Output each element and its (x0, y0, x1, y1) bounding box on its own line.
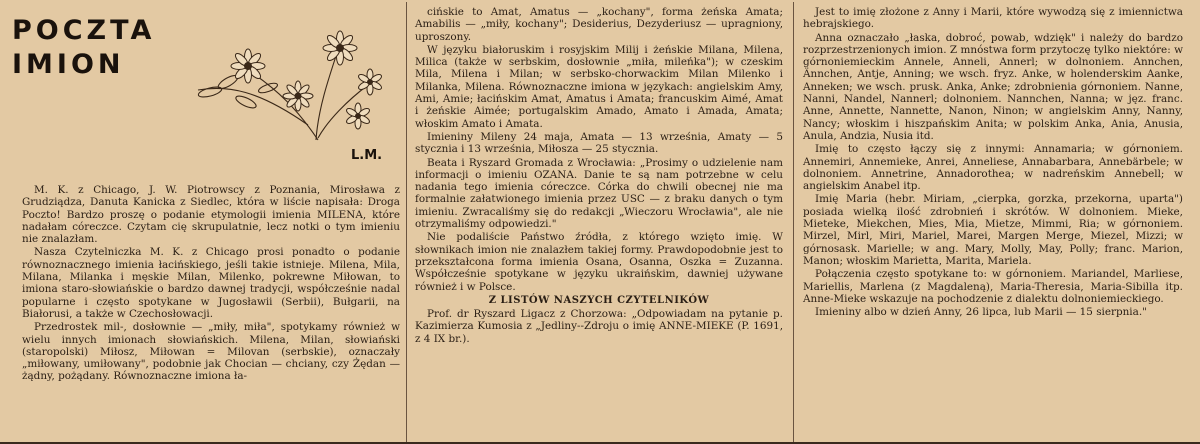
paragraph: W języku białoruskim i rosyjskim Milij i żeńskie Milana, Milena, Milica (także w serbskim, dosłownie „miła, mileńka"); w czeskim Mila, Milena i Milan; w serbsko-chorwackim Milan Milenko i Milanka, Milena. Równoznaczne imiona w językach: angielskim Amy, Ami, Amie; łacińskim Amat, Amatus i Amata; francuskim Aimé, Amat i żeńskie Aimée; portugalskim Amado, Amato i Amada, Amata; włoskim Amato i Amata. (415, 43, 783, 130)
paragraph: cińskie to Amat, Amatus — „kochany", forma żeńska Amata; Amabilis — „miły, kochany"; Desiderius, Dezyderiusz — upragniony, uproszony. (415, 6, 783, 43)
column-divider (406, 2, 407, 444)
paragraph: Połączenia często spotykane to: w górnoniem. Mariandel, Marliese, Mariellis, Marlena (z Magdaleną), Maria-Theresia, Maria-Sibilla itp. Anne-Mieke wskazuje na pochodzenie z dialektu dolnoniemieckiego. (803, 268, 1183, 305)
paragraph: M. K. z Chicago, J. W. Piotrowscy z Poznania, Mirosława z Grudziądza, Danuta Kanicka z Siedlec, która w liście napisała: Droga Poczto! Bardzo proszę o podanie etymologii imienia MILENA, które nadałam córeczce. Czytam cię skrupulatnie, lecz notki o tym imieniu nie znalazłam. (22, 184, 400, 246)
column-2 (415, 6, 783, 345)
paragraph: Nasza Czytelniczka M. K. z Chicago prosi ponadto o podanie równoznacznego imienia łacińskiego, jeśli takie istnieje. Milena, Mila, Milana, Milanka i męskie Milan, Milenko, pokrewne Miłowan, to imiona staro-słowiańskie o bardzo dawnej tradycji, współcześnie nadal popularne i często spotykane w Jugosławii (Serbii), Bułgarii, na Białorusi, a także w Czechosłowacji. (22, 246, 400, 320)
paragraph: Imieniny albo w dzień Anny, 26 lipca, lub Marii — 15 sierpnia." (815, 306, 1147, 319)
paragraph: Prof. dr Ryszard Ligacz z Chorzowa: „Odpowiadam na pytanie p. Kazimierza Kumosia z „Jedliny--Zdroju o imię ANNE-MIEKE (P. 1691, z 4 IX br.). (415, 308, 783, 345)
author-initials: L.M. (351, 148, 383, 163)
column-title (12, 14, 155, 82)
flower-illustration (188, 30, 388, 155)
column-1 (22, 184, 400, 383)
column-3 (803, 6, 1183, 318)
paragraph: Imię to często łączy się z innymi: Annamaria; w górnoniem. Annemiri, Annemieke, Anrei, Anneliese, Annabarbara, Annebärbele; w dolnoniem. Annetrine, Annadorothea; w nadreńskim Annebell; w angielskim Anabel itp. (803, 143, 1183, 193)
section-subheading: Z LISTÓW NASZYCH CZYTELNIKÓW (488, 294, 710, 306)
paragraph: Nie podaliście Państwo źródła, z którego wzięto imię. W słownikach imion nie znalazłem takiej formy. Prawdopodobnie jest to przekształcona forma imienia Osana, Osanna, Oszka = Zuzanna. Współcześnie spotykane w języku ukraińskim, dawniej używane również i w Polsce. (415, 231, 783, 293)
paragraph: Beata i Ryszard Gromada z Wrocławia: „Prosimy o udzielenie nam informacji o imieniu OZANA. Danie te są nam potrzebne w celu nadania tego imienia córeczce. Córka do chwili obecnej nie ma formalnie załatwionego imienia przez USC — z braku danych o tym imieniu. Zwracaliśmy się do redakcji „Wieczoru Wrocławia", ale nie otrzymaliśmy odpowiedzi." (415, 156, 783, 231)
title-line-2: IMION (12, 49, 125, 80)
paragraph: Anna oznaczało „łaska, dobroć, powab, wdzięk" i należy do bardzo rozprzestrzenionych imion. Z mnóstwa form przytoczę tylko niektóre: w górnoniemieckim Annele, Anneli, Annerl; w dolnoniem. Annchen, Ännchen, Antje, Anning; we wsch. fryz. Anke, w holenderskim Aanke, Anneken; we wsch. prusk. Anka, Anke; zdrobnienia górnoniem. Nanne, Nanni, Nandel, Nannerl; dolnoniem. Nannchen, Nanna; w jęz. franc. Anne, Annette, Nannette, Nanon, Ninon; w angielskim Anny, Nanny, Nancy; włoskim i hiszpańskim Anita; w polskim Anka, Ania, Anusia, Anula, Andzia, Nusia itd. (803, 31, 1183, 142)
title-line-1: POCZTA (12, 15, 156, 46)
paragraph: Jest to imię złożone z Anny i Marii, które wywodzą się z imiennictwa hebrajskiego. (803, 6, 1183, 31)
paragraph: Przedrostek mil-, dosłownie — „miły, miła", spotykamy również w wielu innych imionach słowiańskich. Milena, Milan, słowiański (staropolski) Miłosz, Miłowan = Milovan (serbskie), oznaczały „miłowany, umiłowany", podobnie jak Chocian — chciany, czy Żędan — żądny, pożądany. Równoznaczne imiona ła- (22, 321, 400, 383)
paragraph: Imię Maria (hebr. Miriam, „cierpka, gorzka, przekorna, uparta") posiada wielką ilość zdrobnień i skrótów. W dolnoniem. Mieke, Mieteke, Miekchen, Mies, Mia, Mietze, Mimmi, Ria; w górnoniem. Mirzel, Mirl, Miri, Mariel, Marei, Margen Merge, Miezel, Mizzi; w górnosask. Marielle; w ang. Mary, Molly, May, Polly; franc. Marion, Manon; włoskim Marietta, Marita, Mariela. (803, 193, 1183, 267)
paragraph: Imieniny Mileny 24 maja, Amata — 13 września, Amaty — 5 stycznia i 13 września, Miłosza — 25 stycznia. (415, 130, 783, 156)
column-divider (793, 2, 794, 444)
